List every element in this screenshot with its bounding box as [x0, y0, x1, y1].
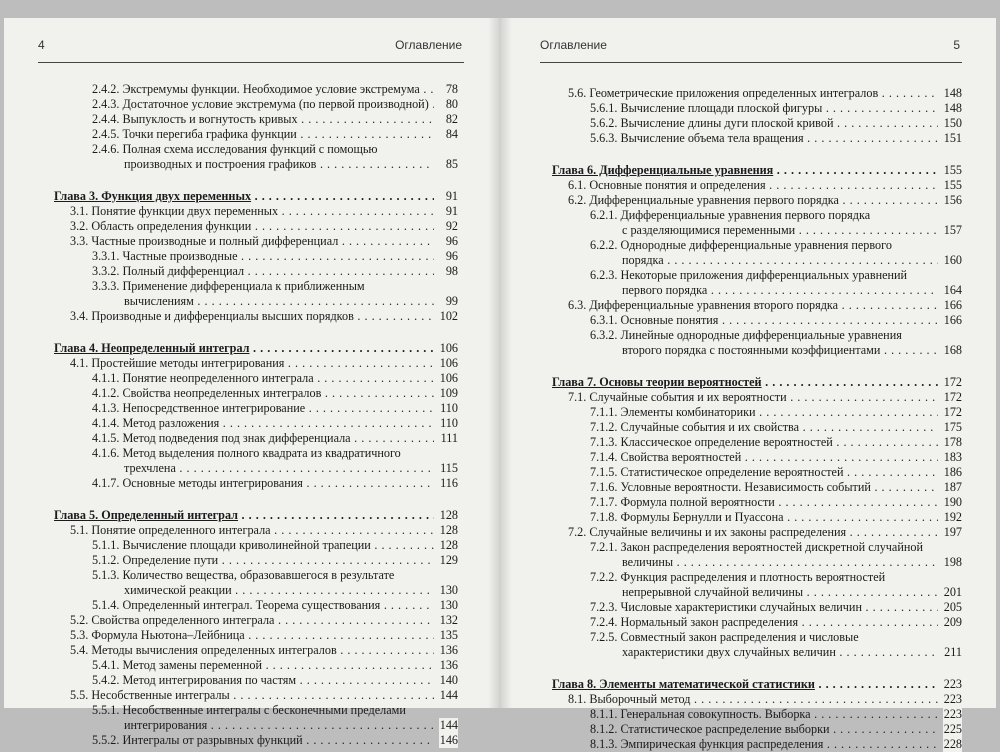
toc-entry	[54, 204, 458, 219]
toc-page-number: 155	[943, 163, 962, 177]
toc-entry	[54, 127, 458, 142]
toc-page-number: 164	[943, 283, 962, 297]
toc-page-number: 168	[943, 343, 962, 357]
toc-entry	[54, 523, 458, 538]
toc-page-number: 92	[445, 219, 458, 233]
toc-entry-title: 4.1.5. Метод подведения под знак дифференциала . . .	[54, 431, 434, 446]
toc-entry-title: 7.1.5. Статистическое определение вероятностей . . .	[552, 465, 938, 480]
toc-entry-title: 2.4.3. Достаточное условие экстремума (по первой производной) . . .	[54, 97, 434, 112]
toc-entry	[54, 249, 458, 264]
page-number: 5	[953, 38, 960, 52]
toc-entry-title: Глава 3. Функция двух переменных . . .	[54, 189, 434, 204]
toc-entry-title: 2.4.5. Точки перегиба графика функции . . .	[54, 127, 434, 142]
toc-entry	[552, 525, 962, 540]
toc-entry	[552, 540, 962, 555]
toc-entry-title: 7.2.2. Функция распределения и плотность вероятностей	[590, 570, 886, 584]
toc-entry	[552, 420, 962, 435]
toc-page-number: 99	[445, 294, 458, 308]
toc-entry	[54, 401, 458, 416]
toc-page-number: 228	[943, 737, 962, 751]
toc-page-number: 175	[943, 420, 962, 434]
toc-entry-title: 4.1.4. Метод разложения . . .	[54, 416, 434, 431]
toc-entry	[552, 510, 962, 525]
toc-entry-title: 5.6. Геометрические приложения определенных интегралов . . .	[552, 86, 938, 101]
toc-entry	[54, 279, 458, 294]
toc-page-number: 151	[943, 131, 962, 145]
toc-page-number: 96	[445, 234, 458, 248]
toc-entry	[552, 615, 962, 630]
toc-chapter-entry	[552, 375, 962, 390]
toc-entry	[552, 223, 962, 238]
toc-entry-title: 8.1.2. Статистическое распределение выборки . . .	[552, 722, 938, 737]
toc-entry	[54, 688, 458, 703]
toc-entry-title: 5.5.1. Несобственные интегралы с бесконечными пределами	[92, 703, 406, 717]
toc-entry	[54, 553, 458, 568]
toc-entry-title: порядка . . .	[552, 253, 938, 268]
toc-page-number: 166	[943, 298, 962, 312]
toc-entry-title: 7.1.2. Случайные события и их свойства . . .	[552, 420, 938, 435]
toc-entry	[54, 643, 458, 658]
running-head: Оглавление	[540, 38, 607, 52]
toc-entry	[54, 628, 458, 643]
toc-page-number: 132	[439, 613, 458, 627]
toc-entry-title: 7.1.1. Элементы комбинаторики . . .	[552, 405, 938, 420]
toc-entry-title: 7.1.4. Свойства вероятностей . . .	[552, 450, 938, 465]
toc-entry	[552, 101, 962, 116]
toc-entry-title: вычислениям . . .	[54, 294, 434, 309]
toc-page-number: 128	[439, 523, 458, 537]
toc-entry	[552, 465, 962, 480]
toc-page-number: 183	[943, 450, 962, 464]
toc-page-number: 186	[943, 465, 962, 479]
toc-chapter-entry	[54, 189, 458, 204]
toc-entry-title: 7.2.5. Совместный закон распределения и числовые	[590, 630, 859, 644]
toc-entry	[54, 658, 458, 673]
toc-entry	[54, 568, 458, 583]
toc-entry-title: Глава 7. Основы теории вероятностей . . .	[552, 375, 938, 390]
toc-entry	[552, 131, 962, 146]
toc-entry	[54, 264, 458, 279]
toc-page-number: 155	[943, 178, 962, 192]
toc-entry-title: 5.1. Понятие определенного интеграла . . .	[54, 523, 434, 538]
toc-entry	[552, 253, 962, 268]
toc-entry	[54, 538, 458, 553]
toc-entry	[54, 718, 458, 733]
toc-entry	[54, 476, 458, 491]
toc-entry-title: 5.1.4. Определенный интеграл. Теорема существования . . .	[54, 598, 434, 613]
toc-entry-title: 7.1. Случайные события и их вероятности . . .	[552, 390, 938, 405]
toc-entry-title: 4.1.1. Понятие неопределенного интеграла . . .	[54, 371, 434, 386]
toc-page-number: 146	[439, 733, 458, 747]
toc-entry-title: 3.1. Понятие функции двух переменных . . .	[54, 204, 434, 219]
right-page	[500, 18, 996, 751]
toc-page-number: 201	[943, 585, 962, 599]
toc-entry	[552, 390, 962, 405]
toc-page-number: 84	[445, 127, 458, 141]
toc-entry	[54, 583, 458, 598]
toc-entry-title: 3.2. Область определения функции . . .	[54, 219, 434, 234]
toc-entry-title: 5.6.2. Вычисление длины дуги плоской кривой . . .	[552, 116, 938, 131]
toc-entry-title: 2.4.4. Выпуклость и вогнутость кривых . . .	[54, 112, 434, 127]
toc-entry-title: 5.1.1. Вычисление площади криволинейной трапеции . . .	[54, 538, 434, 553]
toc-page-number: 148	[943, 86, 962, 100]
toc-page-number: 166	[943, 313, 962, 327]
toc-page-number: 115	[440, 461, 458, 475]
toc-entry	[54, 598, 458, 613]
toc-entry-title: Глава 4. Неопределенный интеграл . . .	[54, 341, 434, 356]
toc-entry	[552, 450, 962, 465]
toc-entry-title: 5.4. Методы вычисления определенных интегралов . . .	[54, 643, 434, 658]
toc-page-number: 130	[439, 583, 458, 597]
header-rule	[540, 62, 962, 63]
toc-page-number: 197	[943, 525, 962, 539]
toc-entry	[552, 555, 962, 570]
toc-page-number: 172	[943, 390, 962, 404]
toc-entry	[54, 142, 458, 157]
toc-entry-title: 6.2.3. Некоторые приложения дифференциальных уравнений	[590, 268, 908, 282]
toc-entry	[54, 431, 458, 446]
toc-entry-title: 6.1. Основные понятия и определения . . .	[552, 178, 938, 193]
toc-entry-title: Глава 6. Дифференциальные уравнения . . .	[552, 163, 938, 178]
toc-page-number: 116	[440, 476, 458, 490]
toc-page-number: 209	[943, 615, 962, 629]
toc-entry-title: величины . . .	[552, 555, 938, 570]
toc-page-number: 225	[943, 722, 962, 736]
toc-entry	[552, 630, 962, 645]
toc-page-number: 109	[439, 386, 458, 400]
toc-page-number: 85	[445, 157, 458, 171]
toc-entry	[552, 645, 962, 660]
toc-page-number: 128	[439, 508, 458, 522]
toc-page-number: 148	[943, 101, 962, 115]
toc-page-number: 172	[943, 375, 962, 389]
table-of-contents	[552, 86, 962, 752]
toc-page-number: 102	[439, 309, 458, 323]
toc-entry-title: 5.1.2. Определение пути . . .	[54, 553, 434, 568]
toc-entry-title: 7.2. Случайные величины и их законы распределения . . .	[552, 525, 938, 540]
toc-entry-title: 7.1.8. Формулы Бернулли и Пуассона . . .	[552, 510, 938, 525]
toc-entry-title: производных и построения графиков . . .	[54, 157, 434, 172]
toc-page-number: 136	[439, 658, 458, 672]
toc-entry	[552, 585, 962, 600]
toc-entry-title: Глава 8. Элементы математической статистики . . .	[552, 677, 938, 692]
toc-entry-title: 5.2. Свойства определенного интеграла . . .	[54, 613, 434, 628]
toc-entry	[54, 733, 458, 748]
header-rule	[38, 62, 464, 63]
toc-entry	[552, 480, 962, 495]
toc-chapter-entry	[54, 341, 458, 356]
section-gap	[54, 491, 458, 508]
toc-entry	[552, 178, 962, 193]
toc-entry-title: 4.1.3. Непосредственное интегрирование . . .	[54, 401, 434, 416]
toc-entry	[54, 446, 458, 461]
toc-entry	[54, 157, 458, 172]
toc-entry	[54, 371, 458, 386]
toc-page-number: 156	[943, 193, 962, 207]
toc-page-number: 223	[943, 677, 962, 691]
toc-entry	[552, 495, 962, 510]
toc-page-number: 91	[445, 189, 458, 203]
toc-page-number: 80	[445, 97, 458, 111]
toc-page-number: 82	[445, 112, 458, 126]
toc-entry-title: 6.3. Дифференциальные уравнения второго порядка . . .	[552, 298, 938, 313]
toc-page-number: 160	[943, 253, 962, 267]
toc-entry-title: первого порядка . . .	[552, 283, 938, 298]
toc-chapter-entry	[54, 508, 458, 523]
toc-entry-title: 5.6.1. Вычисление площади плоской фигуры . . .	[552, 101, 938, 116]
toc-page-number: 140	[439, 673, 458, 687]
toc-entry	[552, 86, 962, 101]
toc-entry-title: характеристики двух случайных величин . . .	[552, 645, 938, 660]
toc-entry-title: 7.2.1. Закон распределения вероятностей дискретной случайной	[590, 540, 923, 554]
toc-page-number: 144	[439, 688, 458, 702]
page-number: 4	[38, 38, 45, 52]
toc-entry-title: 7.1.3. Классическое определение вероятностей . . .	[552, 435, 938, 450]
toc-page-number: 205	[943, 600, 962, 614]
toc-page-number: 130	[439, 598, 458, 612]
toc-entry-title: 4.1.6. Метод выделения полного квадрата из квадратичного	[92, 446, 401, 460]
toc-entry	[552, 238, 962, 253]
toc-entry	[552, 737, 962, 752]
toc-entry-title: 8.1. Выборочный метод . . .	[552, 692, 938, 707]
toc-entry	[552, 405, 962, 420]
toc-chapter-entry	[552, 163, 962, 178]
toc-page-number: 106	[439, 371, 458, 385]
toc-page-number: 157	[943, 223, 962, 237]
toc-entry-title: 4.1.7. Основные методы интегрирования . . .	[54, 476, 434, 491]
toc-entry	[552, 268, 962, 283]
toc-page-number: 110	[440, 416, 458, 430]
toc-page-number: 136	[439, 643, 458, 657]
toc-entry	[54, 416, 458, 431]
toc-entry-title: непрерывной случайной величины . . .	[552, 585, 938, 600]
toc-page-number: 190	[943, 495, 962, 509]
toc-entry	[54, 703, 458, 718]
toc-entry-title: 6.3.1. Основные понятия . . .	[552, 313, 938, 328]
toc-entry	[552, 298, 962, 313]
toc-page-number: 223	[943, 692, 962, 706]
toc-entry-title: 3.3.2. Полный дифференциал . . .	[54, 264, 434, 279]
toc-entry	[552, 313, 962, 328]
toc-entry	[54, 386, 458, 401]
toc-entry	[552, 600, 962, 615]
toc-page-number: 172	[943, 405, 962, 419]
toc-entry-title: 7.2.4. Нормальный закон распределения . . .	[552, 615, 938, 630]
toc-entry-title: 8.1.1. Генеральная совокупность. Выборка . . .	[552, 707, 938, 722]
toc-entry-title: 3.3. Частные производные и полный дифференциал . . .	[54, 234, 434, 249]
toc-page-number: 111	[440, 431, 458, 445]
toc-entry	[54, 673, 458, 688]
toc-entry-title: 2.4.2. Экстремумы функции. Необходимое условие экстремума . . .	[54, 82, 434, 97]
section-gap	[552, 660, 962, 677]
toc-entry	[54, 234, 458, 249]
toc-entry-title: 5.4.1. Метод замены переменной . . .	[54, 658, 434, 673]
toc-entry-title: 6.2.2. Однородные дифференциальные уравнения первого	[590, 238, 892, 252]
toc-entry-title: 8.1.3. Эмпирическая функция распределения . . .	[552, 737, 938, 752]
toc-entry-title: 5.5. Несобственные интегралы . . .	[54, 688, 434, 703]
toc-page-number: 150	[943, 116, 962, 130]
toc-chapter-entry	[552, 677, 962, 692]
section-gap	[54, 172, 458, 189]
toc-entry	[54, 97, 458, 112]
toc-entry-title: 6.2.1. Дифференциальные уравнения первого порядка	[590, 208, 871, 222]
toc-entry-title: 3.4. Производные и дифференциалы высших порядков . . .	[54, 309, 434, 324]
table-of-contents	[54, 82, 458, 748]
toc-entry	[54, 309, 458, 324]
toc-entry	[552, 722, 962, 737]
toc-page-number: 128	[439, 538, 458, 552]
toc-entry-title: 6.3.2. Линейные однородные дифференциальные уравнения	[590, 328, 902, 342]
toc-page-number: 187	[943, 480, 962, 494]
toc-page-number: 129	[439, 553, 458, 567]
toc-entry-title: второго порядка с постоянными коэффициентами . . .	[552, 343, 938, 358]
toc-entry-title: 5.3. Формула Ньютона–Лейбница . . .	[54, 628, 434, 643]
toc-page-number: 223	[943, 707, 962, 721]
section-gap	[552, 146, 962, 163]
toc-entry	[552, 283, 962, 298]
running-head: Оглавление	[395, 38, 462, 52]
toc-page-number: 192	[943, 510, 962, 524]
toc-entry	[54, 461, 458, 476]
toc-entry-title: 5.6.3. Вычисление объема тела вращения . . .	[552, 131, 938, 146]
toc-entry	[552, 570, 962, 585]
section-gap	[54, 324, 458, 341]
toc-page-number: 198	[943, 555, 962, 569]
toc-entry-title: 5.5.2. Интегралы от разрывных функций . . .	[54, 733, 434, 748]
toc-entry-title: 5.4.2. Метод интегрирования по частям . . .	[54, 673, 434, 688]
toc-entry	[54, 219, 458, 234]
toc-entry	[54, 82, 458, 97]
toc-entry	[54, 294, 458, 309]
toc-page-number: 98	[445, 264, 458, 278]
toc-entry-title: 7.2.3. Числовые характеристики случайных величин . . .	[552, 600, 938, 615]
section-gap	[552, 358, 962, 375]
toc-entry-title: 4.1.2. Свойства неопределенных интегралов . . .	[54, 386, 434, 401]
toc-entry-title: 7.1.6. Условные вероятности. Независимость событий . . .	[552, 480, 938, 495]
toc-page-number: 110	[440, 401, 458, 415]
toc-entry-title: 3.3.3. Применение дифференциала к приближенным	[92, 279, 365, 293]
toc-page-number: 96	[445, 249, 458, 263]
toc-entry-title: с разделяющимися переменными . . .	[552, 223, 938, 238]
toc-page-number: 78	[445, 82, 458, 96]
toc-entry-title: 4.1. Простейшие методы интегрирования . . .	[54, 356, 434, 371]
toc-entry	[552, 435, 962, 450]
toc-entry-title: 3.3.1. Частные производные . . .	[54, 249, 434, 264]
toc-entry-title: 6.2. Дифференциальные уравнения первого порядка . . .	[552, 193, 938, 208]
toc-entry-title: 5.1.3. Количество вещества, образовавшегося в результате	[92, 568, 395, 582]
toc-entry	[552, 692, 962, 707]
toc-entry	[552, 193, 962, 208]
toc-page-number: 106	[439, 341, 458, 355]
toc-page-number: 135	[439, 628, 458, 642]
toc-entry	[54, 356, 458, 371]
toc-entry	[552, 707, 962, 722]
toc-entry-title: интегрирования . . .	[54, 718, 434, 733]
toc-entry	[552, 116, 962, 131]
toc-page-number: 106	[439, 356, 458, 370]
toc-page-number: 144	[439, 718, 458, 732]
toc-entry-title: трехчлена . . .	[54, 461, 434, 476]
toc-entry-title: 7.1.7. Формула полной вероятности . . .	[552, 495, 938, 510]
toc-page-number: 178	[943, 435, 962, 449]
toc-entry	[552, 328, 962, 343]
toc-entry	[54, 112, 458, 127]
toc-entry	[552, 343, 962, 358]
toc-entry	[54, 613, 458, 628]
left-page	[4, 18, 500, 747]
toc-entry-title: химической реакции . . .	[54, 583, 434, 598]
toc-entry-title: 2.4.6. Полная схема исследования функций с помощью	[92, 142, 378, 156]
toc-entry	[552, 208, 962, 223]
toc-entry-title: Глава 5. Определенный интеграл . . .	[54, 508, 434, 523]
toc-page-number: 211	[944, 645, 962, 659]
toc-page-number: 91	[445, 204, 458, 218]
